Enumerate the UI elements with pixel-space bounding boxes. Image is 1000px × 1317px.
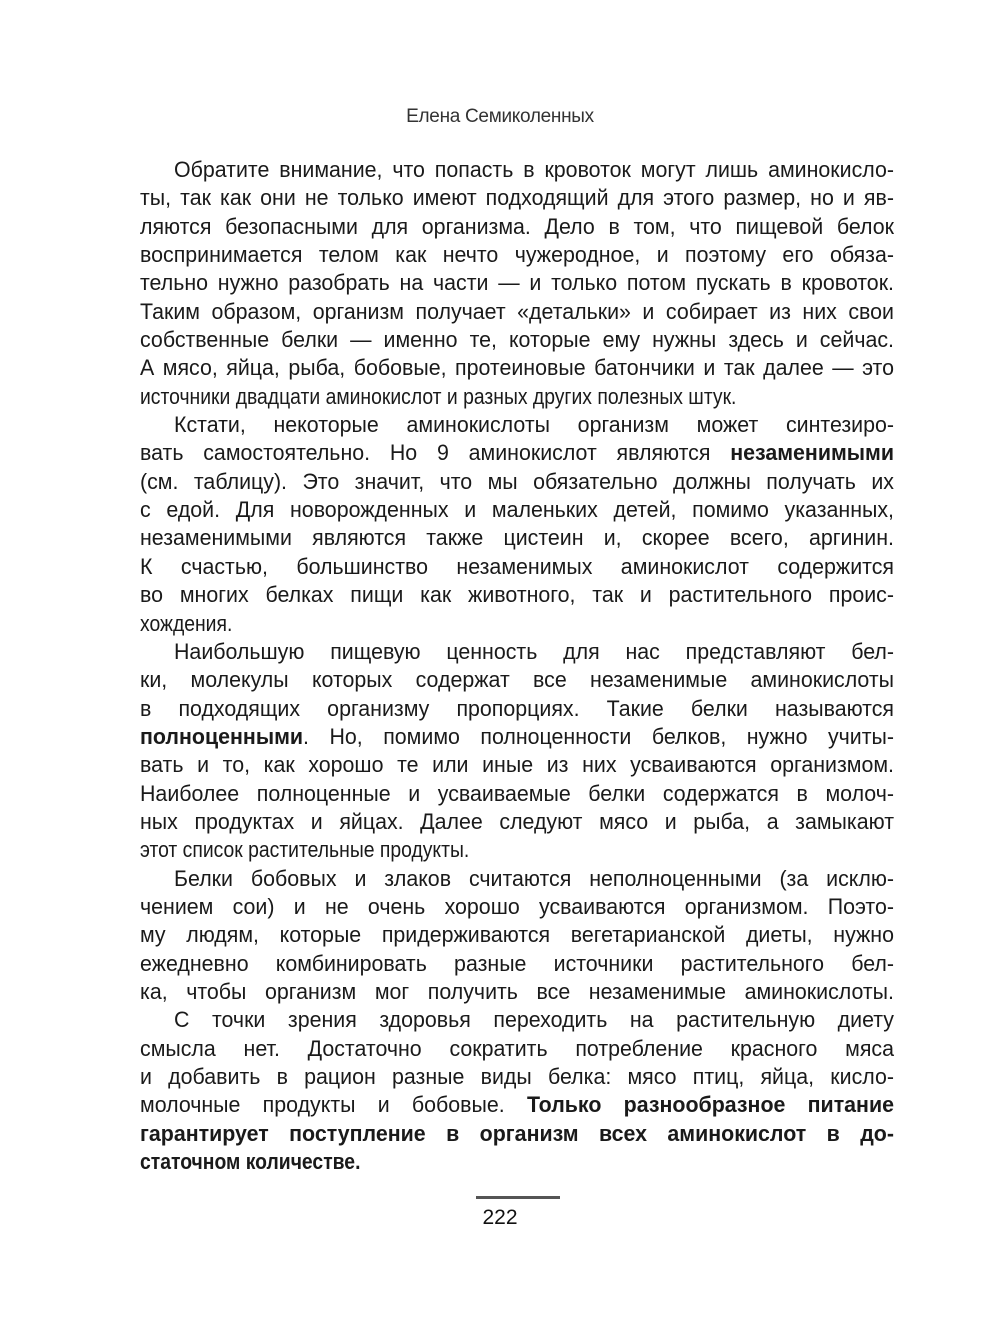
text-line: тельно нужно разобрать на части — и только потом пускать в кровоток. xyxy=(140,270,894,296)
emphasis-term: незаменимыми xyxy=(730,440,894,466)
text-line: Наибольшую пищевую ценность для нас представляют бел- xyxy=(174,638,894,664)
footer-rule xyxy=(476,1196,560,1199)
emphasis-term: полноценными xyxy=(140,723,304,749)
text-line: гарантирует поступление в организм всех аминокислот в до- xyxy=(140,1120,894,1146)
text-line: му людям, которые придерживаются вегетарианской диеты, нужно xyxy=(140,922,894,948)
paragraph-5 xyxy=(140,1006,894,1176)
text-line: статочном количестве. xyxy=(140,1149,361,1175)
paragraph-1 xyxy=(140,156,894,411)
text-line: этот список растительные продукты. xyxy=(140,837,470,863)
text-line: хождения. xyxy=(140,610,233,636)
text-line: Таким образом, организм получает «детальки» и собирает из них свои xyxy=(140,298,894,324)
text-line: вать самостоятельно. Но 9 аминокислот являются незаменимыми xyxy=(140,440,894,466)
text-line: смысла нет. Достаточно сократить потребление красного мяса xyxy=(140,1035,894,1061)
text-line: чением сои) и не очень хорошо усваиваются организмом. Поэто- xyxy=(140,893,894,919)
paragraph-3 xyxy=(140,638,894,865)
body-text xyxy=(140,156,894,1176)
text-line: ных продуктах и яйцах. Далее следуют мясо и рыба, а замыкают xyxy=(140,808,894,834)
text-line: незаменимыми являются также цистеин и, скорее всего, аргинин. xyxy=(140,525,894,551)
text-line: К счастью, большинство незаменимых аминокислот содержится xyxy=(140,553,894,579)
text-line: ляются безопасными для организма. Дело в том, что пищевой белок xyxy=(140,213,894,239)
text-line: в подходящих организму пропорциях. Такие белки называются xyxy=(140,695,894,721)
text-line: С точки зрения здоровья переходить на растительную диету xyxy=(174,1007,894,1033)
text-line: ки, молекулы которых содержат все незаменимые аминокислоты xyxy=(140,667,894,693)
page-number: 222 xyxy=(482,1206,518,1229)
text-line: с едой. Для новорожденных и маленьких детей, помимо указанных, xyxy=(140,497,894,523)
text-line: А мясо, яйца, рыба, бобовые, протеиновые батончики и так далее — это xyxy=(140,355,894,381)
text-line: Белки бобовых и злаков считаются неполноценными (за исклю- xyxy=(174,865,894,891)
text-line: Кстати, некоторые аминокислоты организм может синтезиро- xyxy=(174,412,894,438)
text-line: во многих белках пищи как животного, так и растительного проис- xyxy=(140,582,894,608)
text-line: источники двадцати аминокислот и разных других полезных штук. xyxy=(140,383,737,409)
text-line: собственные белки — именно те, которые ему нужны здесь и сейчас. xyxy=(140,327,894,353)
running-head-author: Елена Семиколенных xyxy=(406,106,594,127)
text-line: воспринимается телом как нечто чужеродное, и поэтому его обяза- xyxy=(140,242,894,268)
text-line: Обратите внимание, что попасть в кровоток могут лишь аминокисло- xyxy=(174,157,894,182)
text-line: ты, так как они не только имеют подходящий для этого размер, но и яв- xyxy=(140,185,894,211)
paragraph-2 xyxy=(140,411,894,638)
text-line: ка, чтобы организм мог получить все незаменимые аминокислоты. xyxy=(140,978,894,1004)
text-line: и добавить в рацион разные виды белка: мясо птиц, яйца, кисло- xyxy=(140,1064,894,1089)
text-line: молочные продукты и бобовые. Только разнообразное питание xyxy=(140,1092,895,1118)
text-line: Наиболее полноценные и усваиваемые белки содержатся в молоч- xyxy=(140,780,894,806)
emphasis-sentence: Только разнообразное питание xyxy=(526,1092,895,1118)
text-line: (см. таблицу). Это значит, что мы обязательно должны получать их xyxy=(140,468,894,494)
text-line: полноценными. Но, помимо полноценности белков, нужно учиты- xyxy=(140,723,894,749)
text-line: вать и то, как хорошо те или иные из них усваиваются организмом. xyxy=(140,752,894,778)
text-line: ежедневно комбинировать разные источники растительного бел- xyxy=(140,950,894,976)
paragraph-4 xyxy=(140,865,894,1007)
